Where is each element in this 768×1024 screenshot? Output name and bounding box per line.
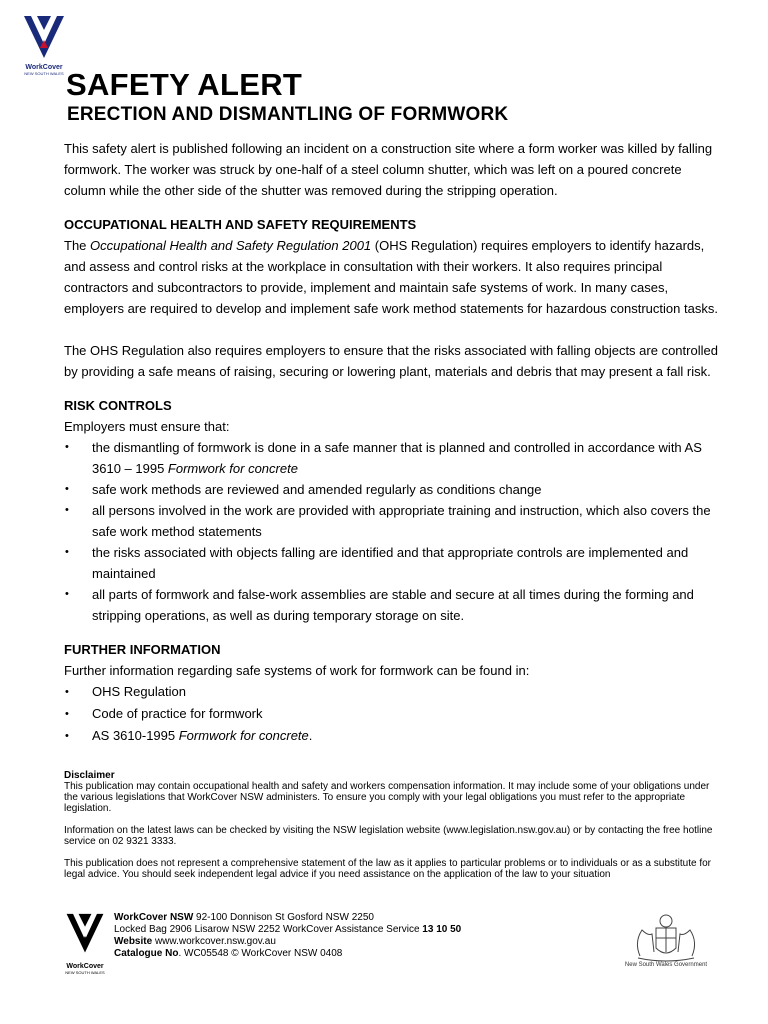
disclaimer-title: Disclaimer <box>64 770 115 781</box>
footer-workcover-logo <box>62 912 108 975</box>
logo-sub: NEW SOUTH WALES <box>24 71 64 76</box>
further-item-3-em: Formwork for concrete <box>178 728 309 743</box>
disclaimer <box>64 770 724 880</box>
list-item: • OHS Regulation <box>64 681 724 703</box>
footer-line-1 <box>114 912 461 924</box>
list-item: • the risks associated with objects falling are identified and that appropriate controls are implemented and maintained <box>64 542 724 584</box>
ohs-regulation-title: Occupational Health and Safety Regulation 2001 <box>90 238 372 253</box>
footer-logo-sub: NEW SOUTH WALES <box>65 970 105 975</box>
footer-line-3 <box>114 936 461 948</box>
footer-line-4 <box>114 948 461 960</box>
risk-list <box>64 437 724 626</box>
disclaimer-paragraph-3: This publication does not represent a comprehensive statement of the law as it applies to particular problems or to individuals or as a substitute for legal advice. You should seek independent legal advice if you need assistance on the application of the law to your situation <box>64 858 712 880</box>
risk-item-1-text: the dismantling of formwork is done in a safe manner that is planned and controlled in accordance with AS 3610 – 1995 <box>92 440 702 476</box>
ohs-heading: OCCUPATIONAL HEALTH AND SAFETY REQUIREMENTS <box>64 217 417 232</box>
ohs-p1-post: (OHS Regulation) requires employers to identify hazards, and assess and control risks at the workplace in consultation with their workers. It also requires principal contractors and subcontractors to provide, implement and maintain safe systems of work. In many cases, employers are required to develop and implement safe work method statements for hazardous construction tasks. <box>64 238 718 316</box>
list-item: • Code of practice for formwork <box>64 703 724 725</box>
further-item-3-text: AS 3610-1995 <box>92 728 179 743</box>
list-item: • safe work methods are reviewed and amended regularly as conditions change <box>64 479 724 500</box>
ohs-paragraph-1 <box>64 235 724 319</box>
footer-website-link[interactable]: www.workcover.nsw.gov.au <box>152 936 276 947</box>
footer-org: WorkCover NSW <box>114 912 194 923</box>
ohs-paragraph-2: The OHS Regulation also requires employers to ensure that the risks associated with falling objects are controlled by providing a safe means of raising, securing or lowering plant, materials and debris that may present a fall risk. <box>64 343 718 379</box>
further-heading: FURTHER INFORMATION <box>64 642 221 657</box>
intro-paragraph: This safety alert is published following an incident on a construction site where a form worker was killed by falling formwork. The worker was struck by one-half of a steel column shutter, which was left on a poured concrete column while the other side of the shutter was removed during the stripping operation. <box>64 141 713 198</box>
footer-phone: 13 10 50 <box>422 924 462 935</box>
footer-catalogue-label: Catalogue No <box>114 948 179 959</box>
footer-logo-name: WorkCover <box>66 963 104 970</box>
workcover-logo-icon <box>62 912 108 958</box>
risk-heading: RISK CONTROLS <box>64 398 172 413</box>
crest-icon <box>620 912 712 964</box>
main-content <box>64 138 724 747</box>
list-item <box>64 437 724 479</box>
logo-name: WorkCover <box>25 64 63 71</box>
further-list <box>64 681 724 747</box>
page-title: SAFETY ALERT <box>66 67 303 102</box>
list-item: • all parts of formwork and false-work assemblies are stable and secure at all times during the forming and stripping operations, as well as during temporary storage on site. <box>64 584 724 626</box>
list-item <box>64 725 724 747</box>
list-item: • all persons involved in the work are provided with appropriate training and instruction, which also covers the safe work method statements <box>64 500 724 542</box>
disclaimer-paragraph-1: This publication may contain occupational health and safety and workers compensation information. It may include some of your obligations under the various legislations that WorkCover NSW administers. To ensure you comply with your legal obligations you must refer to the appropriate legislation. <box>64 781 710 814</box>
footer-postal: Locked Bag 2906 Lisarow NSW 2252 WorkCover Assistance Service <box>114 924 423 935</box>
ohs-p1-pre: The <box>64 238 91 253</box>
workcover-logo <box>20 14 68 76</box>
further-lead: Further information regarding safe systems of work for formwork can be found in: <box>64 663 530 678</box>
further-item-3-post: . <box>308 728 313 743</box>
disclaimer-paragraph-2: Information on the latest laws can be checked by visiting the NSW legislation website (www.legislation.nsw.gov.au) or by contacting the free hotline service on 02 9321 3333. <box>64 825 713 847</box>
page-subtitle: ERECTION AND DISMANTLING OF FORMWORK <box>67 104 509 125</box>
crest-caption: New South Wales Government <box>624 962 708 968</box>
risk-item-1-em: Formwork for concrete <box>167 461 298 476</box>
footer-catalogue: . WC05548 © WorkCover NSW 0408 <box>178 948 343 959</box>
workcover-logo-icon <box>20 14 68 64</box>
risk-lead: Employers must ensure that: <box>64 419 230 434</box>
footer-address: 92-100 Donnison St Gosford NSW 2250 <box>193 912 374 923</box>
footer-contact <box>114 912 461 960</box>
footer-website-label: Website <box>114 936 153 947</box>
footer-line-2 <box>114 924 461 936</box>
